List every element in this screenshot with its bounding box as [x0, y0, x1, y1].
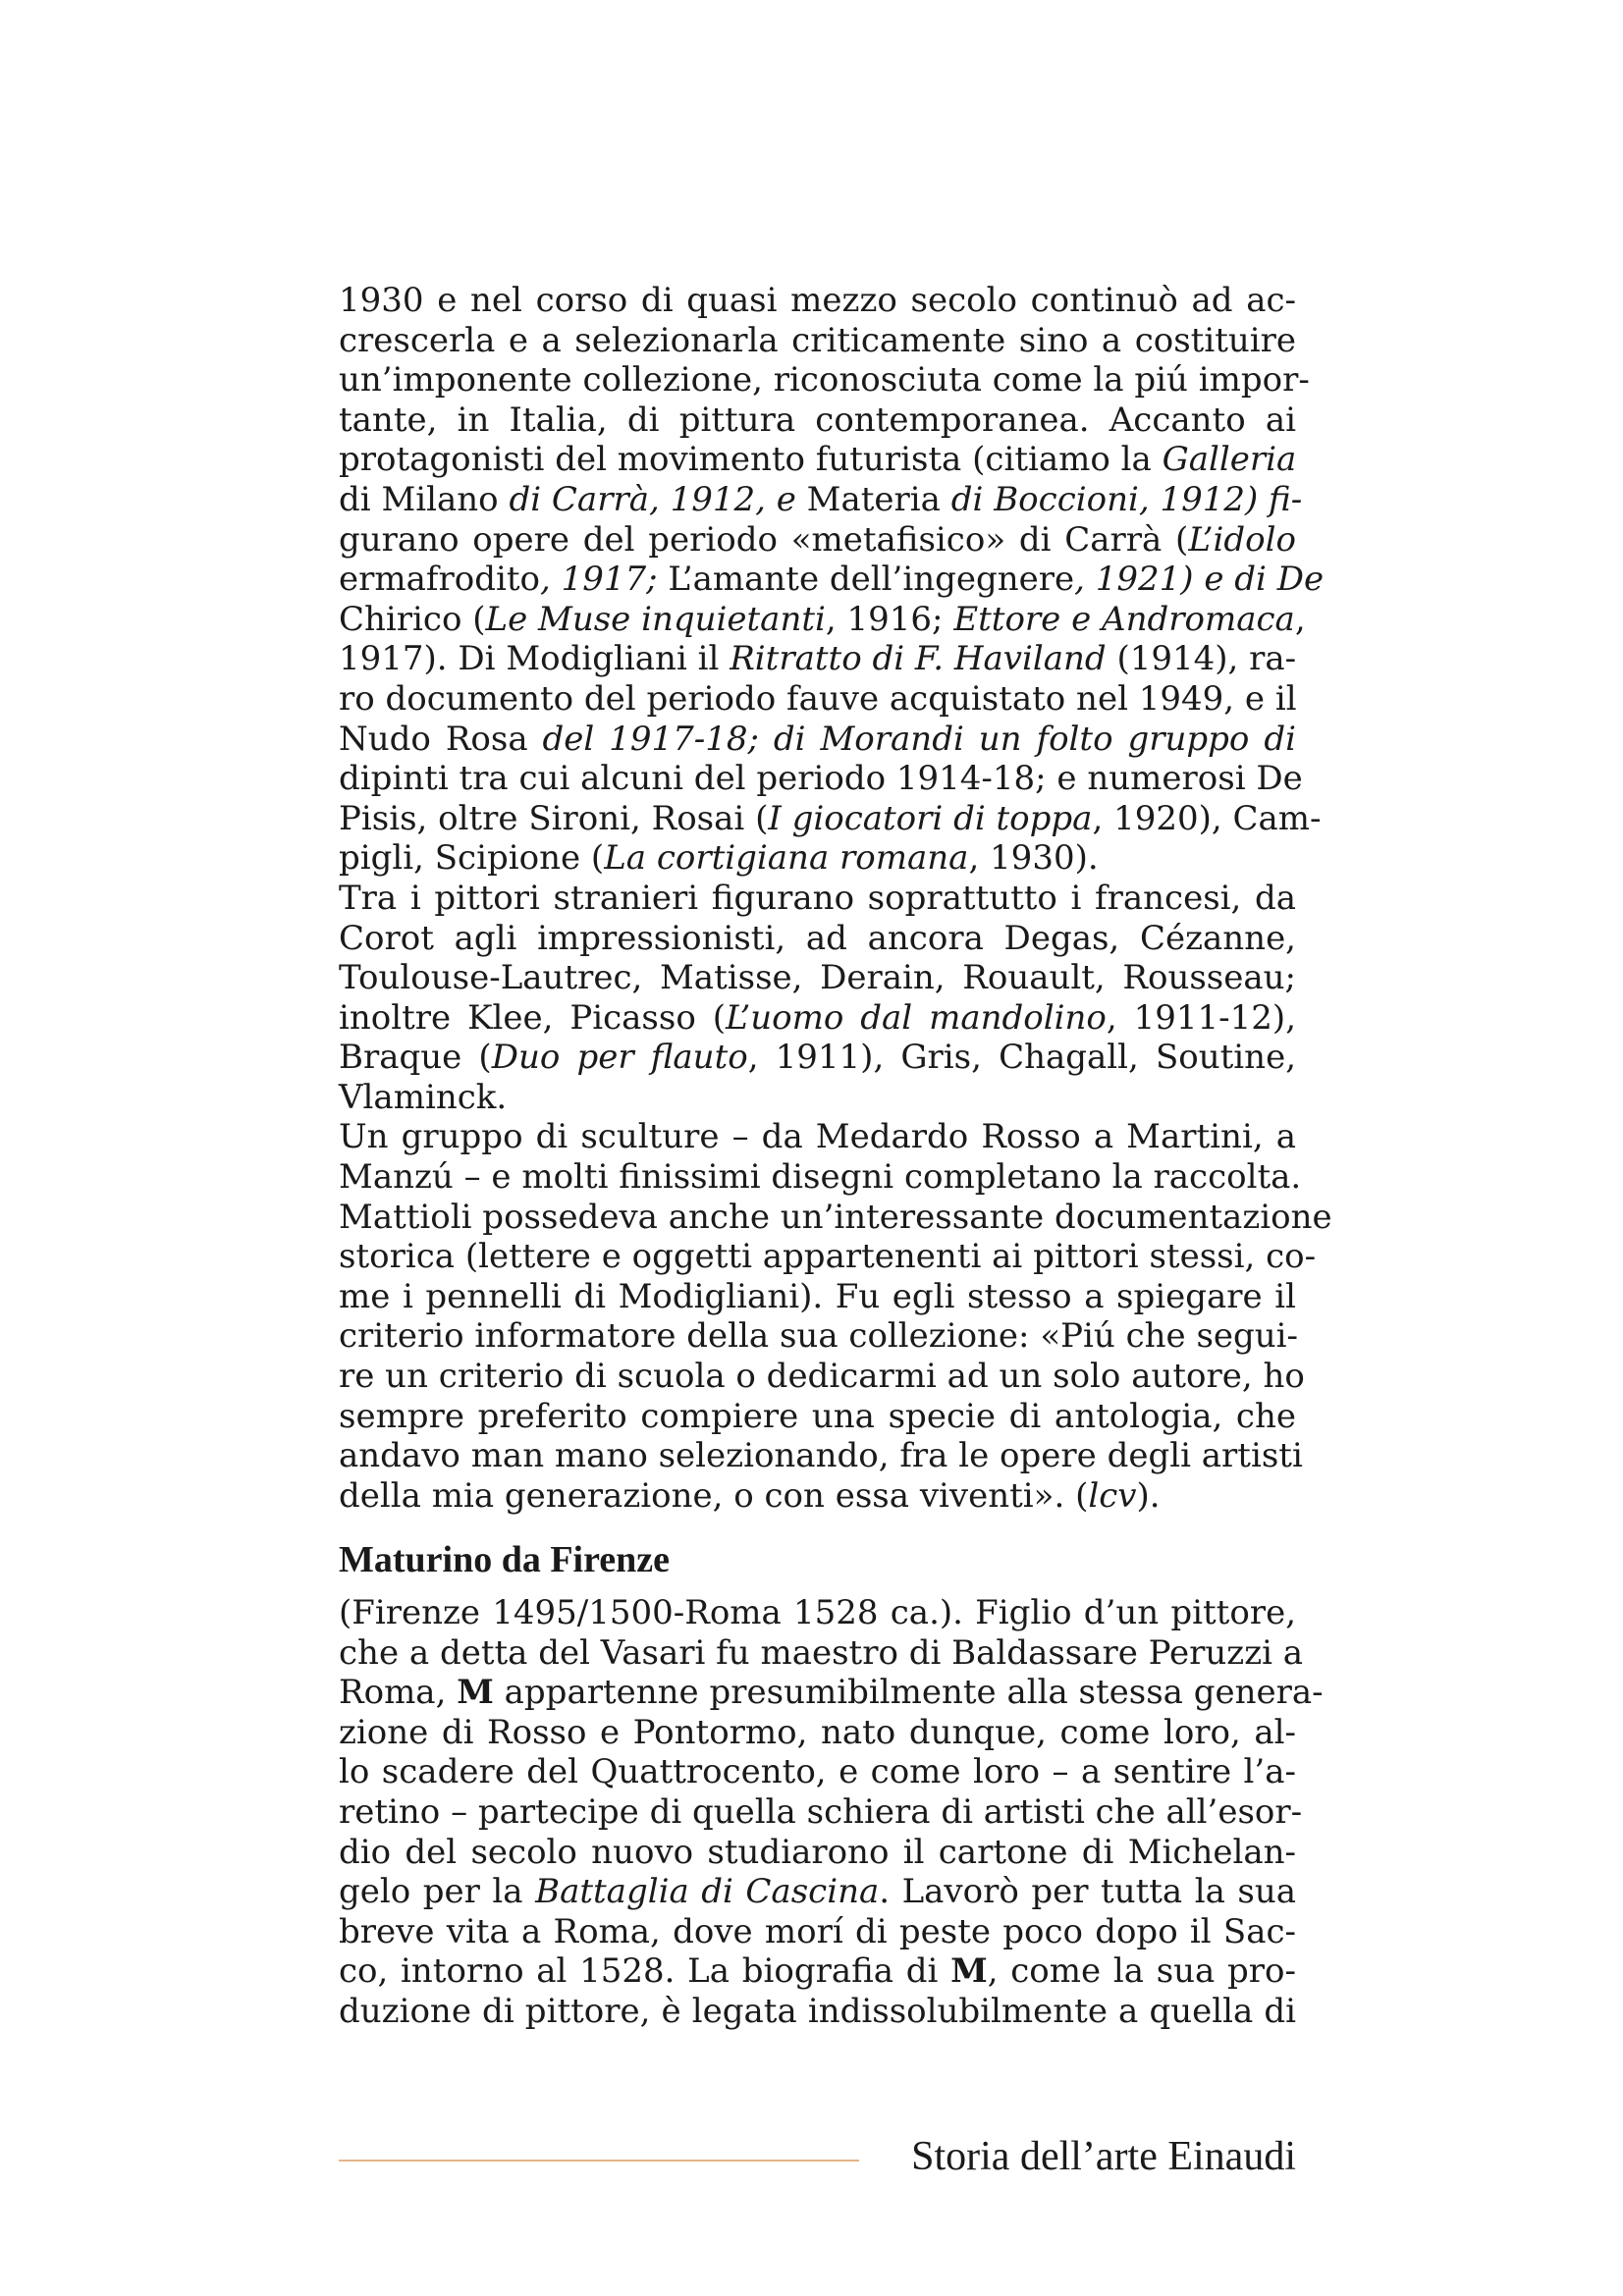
text-run: criterio informatore della sua collezione: «Piú che segui-: [339, 1316, 1299, 1357]
text-line: [339, 1157, 1302, 1198]
text-run: L’amante dell’ingegnere: [668, 560, 1075, 600]
bold-abbrev: M: [950, 1951, 988, 1992]
text-line: [339, 321, 1296, 361]
text-line: [339, 281, 1296, 321]
italic-title: , 1921) e di De: [1074, 560, 1325, 600]
text-run: Materia: [806, 479, 941, 519]
footer-title: Storia dell’arte Einaudi: [911, 2134, 1296, 2179]
text-run: Manzú – e molti finissimi disegni completano la raccolta.: [339, 1157, 1302, 1198]
bold-abbrev: M: [457, 1673, 494, 1713]
text-line: [339, 360, 1310, 400]
text-line: [339, 1632, 1304, 1674]
text-run: appartenne presumibilmente alla stessa genera-: [493, 1673, 1324, 1713]
text-line: [339, 998, 1296, 1039]
text-run: Mattioli possedeva anche un’interessante documentazione: [339, 1197, 1332, 1237]
italic-title: , 1917;: [539, 560, 669, 600]
text-line: [339, 520, 1296, 561]
text-run: della mia generazione, o con essa viventi». (: [339, 1475, 1089, 1516]
text-run: me i pennelli di Modigliani). Fu egli stesso a spiegare il: [339, 1276, 1296, 1316]
italic-title: I giocatori di toppa: [768, 798, 1093, 838]
text-line: [339, 400, 1296, 441]
italic-title: Battaglia di Cascina: [535, 1872, 880, 1912]
italic-title: La cortigiana romana: [604, 838, 969, 879]
text-run: Braque (: [339, 1038, 492, 1078]
text-run: , 1911-12),: [1106, 997, 1296, 1038]
italic-title: L’uomo dal mandolino: [726, 997, 1107, 1038]
text-line: [339, 679, 1296, 720]
text-line: [339, 1197, 1332, 1238]
text-line: [339, 1713, 1296, 1753]
text-line: [339, 759, 1303, 799]
text-run: protagonisti del movimento futurista (citiamo la: [339, 440, 1163, 480]
text-line: [339, 1872, 1296, 1912]
text-run: di Milano: [339, 479, 499, 519]
text-line: [339, 919, 1296, 959]
text-run: , 1920), Cam-: [1092, 798, 1322, 838]
text-line: [339, 560, 1325, 600]
text-run: Chirico (: [339, 599, 486, 639]
text-line: [339, 1237, 1317, 1277]
text-run: , 1930).: [968, 838, 1099, 879]
italic-title: Ettore e Andromaca: [953, 599, 1295, 639]
text-line: [339, 599, 1306, 640]
text-line: [339, 798, 1322, 839]
text-line: [339, 838, 1296, 879]
text-run: dipinti tra cui alcuni del periodo 1914-18; e numerosi De: [339, 759, 1303, 799]
text-run: (1914), ra-: [1106, 639, 1297, 679]
text-run: retino – partecipe di quella schiera di artisti che all’esor-: [339, 1791, 1303, 1832]
text-run: Un gruppo di sculture – da Medardo Rosso a Martini, a: [339, 1117, 1296, 1157]
entry-heading: Maturino da Firenze: [339, 1539, 671, 1580]
text-run: co, intorno al 1528. La biografia di: [339, 1951, 951, 1992]
text-line: [339, 639, 1296, 679]
text-run: gurano opere del periodo «metafisico» di Carrà (: [339, 519, 1189, 560]
text-line: [339, 1078, 1296, 1118]
text-run: un’imponente collezione, riconosciuta come la piú impor-: [339, 360, 1310, 400]
text-line: [339, 1992, 1296, 2032]
text-line: [339, 1791, 1303, 1833]
italic-title: Le Muse inquietanti: [485, 599, 826, 639]
text-run: breve vita a Roma, dove morí di peste poco dopo il Sac-: [339, 1911, 1296, 1951]
text-run: pigli, Scipione (: [339, 838, 605, 879]
text-run: ermafrodito: [339, 560, 540, 600]
body-text: [339, 281, 1332, 1516]
text-line: [339, 1752, 1296, 1792]
text-run: andavo man mano selezionando, fra le opere degli artisti: [339, 1436, 1303, 1476]
text-run: gelo per la: [339, 1872, 536, 1912]
text-line: [339, 958, 1296, 998]
text-line: [339, 1316, 1299, 1357]
footer-rule: [339, 2160, 859, 2162]
text-line: [339, 1673, 1324, 1713]
text-line: [339, 1833, 1296, 1873]
text-run: duzione di pittore, è legata indissolubilmente a quella di: [339, 1991, 1296, 2031]
text-run: 1930 e nel corso di quasi mezzo secolo continuò ad ac-: [339, 281, 1296, 320]
italic-title: Ritratto di F. Haviland: [730, 639, 1107, 679]
text-run: crescerla e a selezionarla criticamente sino a costituire: [339, 320, 1296, 360]
text-line: [339, 1436, 1303, 1476]
text-run: Corot agli impressionisti, ad ancora Degas, Cézanne,: [339, 918, 1296, 958]
italic-title: di Carrà, 1912, e: [498, 479, 807, 519]
text-run: Vlaminck.: [339, 1077, 508, 1117]
text-run: , come la sua pro-: [987, 1951, 1296, 1992]
text-run: . Lavorò per tutta la sua: [879, 1872, 1296, 1912]
text-run: che a detta del Vasari fu maestro di Baldassare Peruzzi a: [339, 1632, 1304, 1673]
text-line: [339, 1476, 1296, 1517]
entry-collezione-mattioli-body: [339, 281, 1332, 1516]
text-run: zione di Rosso e Pontormo, nato dunque, come loro, al-: [339, 1712, 1296, 1752]
italic-title: L’idolo: [1188, 519, 1296, 560]
text-run: re un criterio di scuola o dedicarmi ad un solo autore, ho: [339, 1357, 1305, 1397]
text-line: [339, 1912, 1296, 1952]
text-run: dio del secolo nuovo studiarono il cartone di Michelan-: [339, 1832, 1296, 1872]
italic-title: di Boccioni, 1912) fi-: [940, 479, 1303, 519]
text-line: [339, 1117, 1296, 1157]
text-run: Nudo Rosa: [339, 719, 528, 759]
italic-title: Duo per flauto: [491, 1038, 748, 1078]
text-run: lo scadere del Quattrocento, e come loro – a sentire l’a-: [339, 1752, 1296, 1792]
italic-title: Galleria: [1162, 440, 1297, 480]
text-run: ).: [1136, 1475, 1161, 1516]
entry-maturino: [339, 1538, 1324, 2032]
text-run: Tra i pittori stranieri figurano soprattutto i francesi, da: [339, 878, 1296, 918]
text-run: , 1911), Gris, Chagall, Soutine,: [747, 1038, 1296, 1078]
text-run: Pisis, oltre Sironi, Rosai (: [339, 798, 769, 838]
text-line: [339, 1038, 1296, 1078]
text-run: (Firenze 1495/1500-Roma 1528 ca.). Figlio d’un pittore,: [339, 1593, 1296, 1632]
text-run: , 1916;: [825, 599, 954, 639]
text-line: [339, 1397, 1296, 1437]
italic-title: lcv: [1088, 1475, 1137, 1516]
entry-text: [339, 1593, 1324, 2032]
text-run: 1917). Di Modigliani il: [339, 639, 730, 679]
text-line: [339, 720, 1296, 760]
text-run: tante, in Italia, di pittura contemporanea. Accanto ai: [339, 400, 1296, 440]
text-run: Roma,: [339, 1673, 458, 1713]
text-line: [339, 879, 1296, 919]
text-run: sempre preferito compiere una specie di antologia, che: [339, 1396, 1296, 1436]
text-line: [339, 440, 1296, 480]
text-line: [339, 1593, 1296, 1633]
text-run: inoltre Klee, Picasso (: [339, 997, 727, 1038]
text-run: ro documento del periodo fauve acquistato nel 1949, e il: [339, 678, 1297, 719]
italic-title: del 1917-18; di Morandi un folto gruppo di: [527, 719, 1296, 759]
text-line: [339, 479, 1303, 520]
text-run: storica (lettere e oggetti appartenenti ai pittori stessi, co-: [339, 1237, 1317, 1277]
text-line: [339, 1951, 1296, 1992]
text-run: Toulouse-Lautrec, Matisse, Derain, Rouault, Rousseau;: [339, 958, 1296, 998]
text-run: ,: [1294, 599, 1306, 639]
text-line: [339, 1277, 1296, 1317]
text-line: [339, 1357, 1305, 1397]
